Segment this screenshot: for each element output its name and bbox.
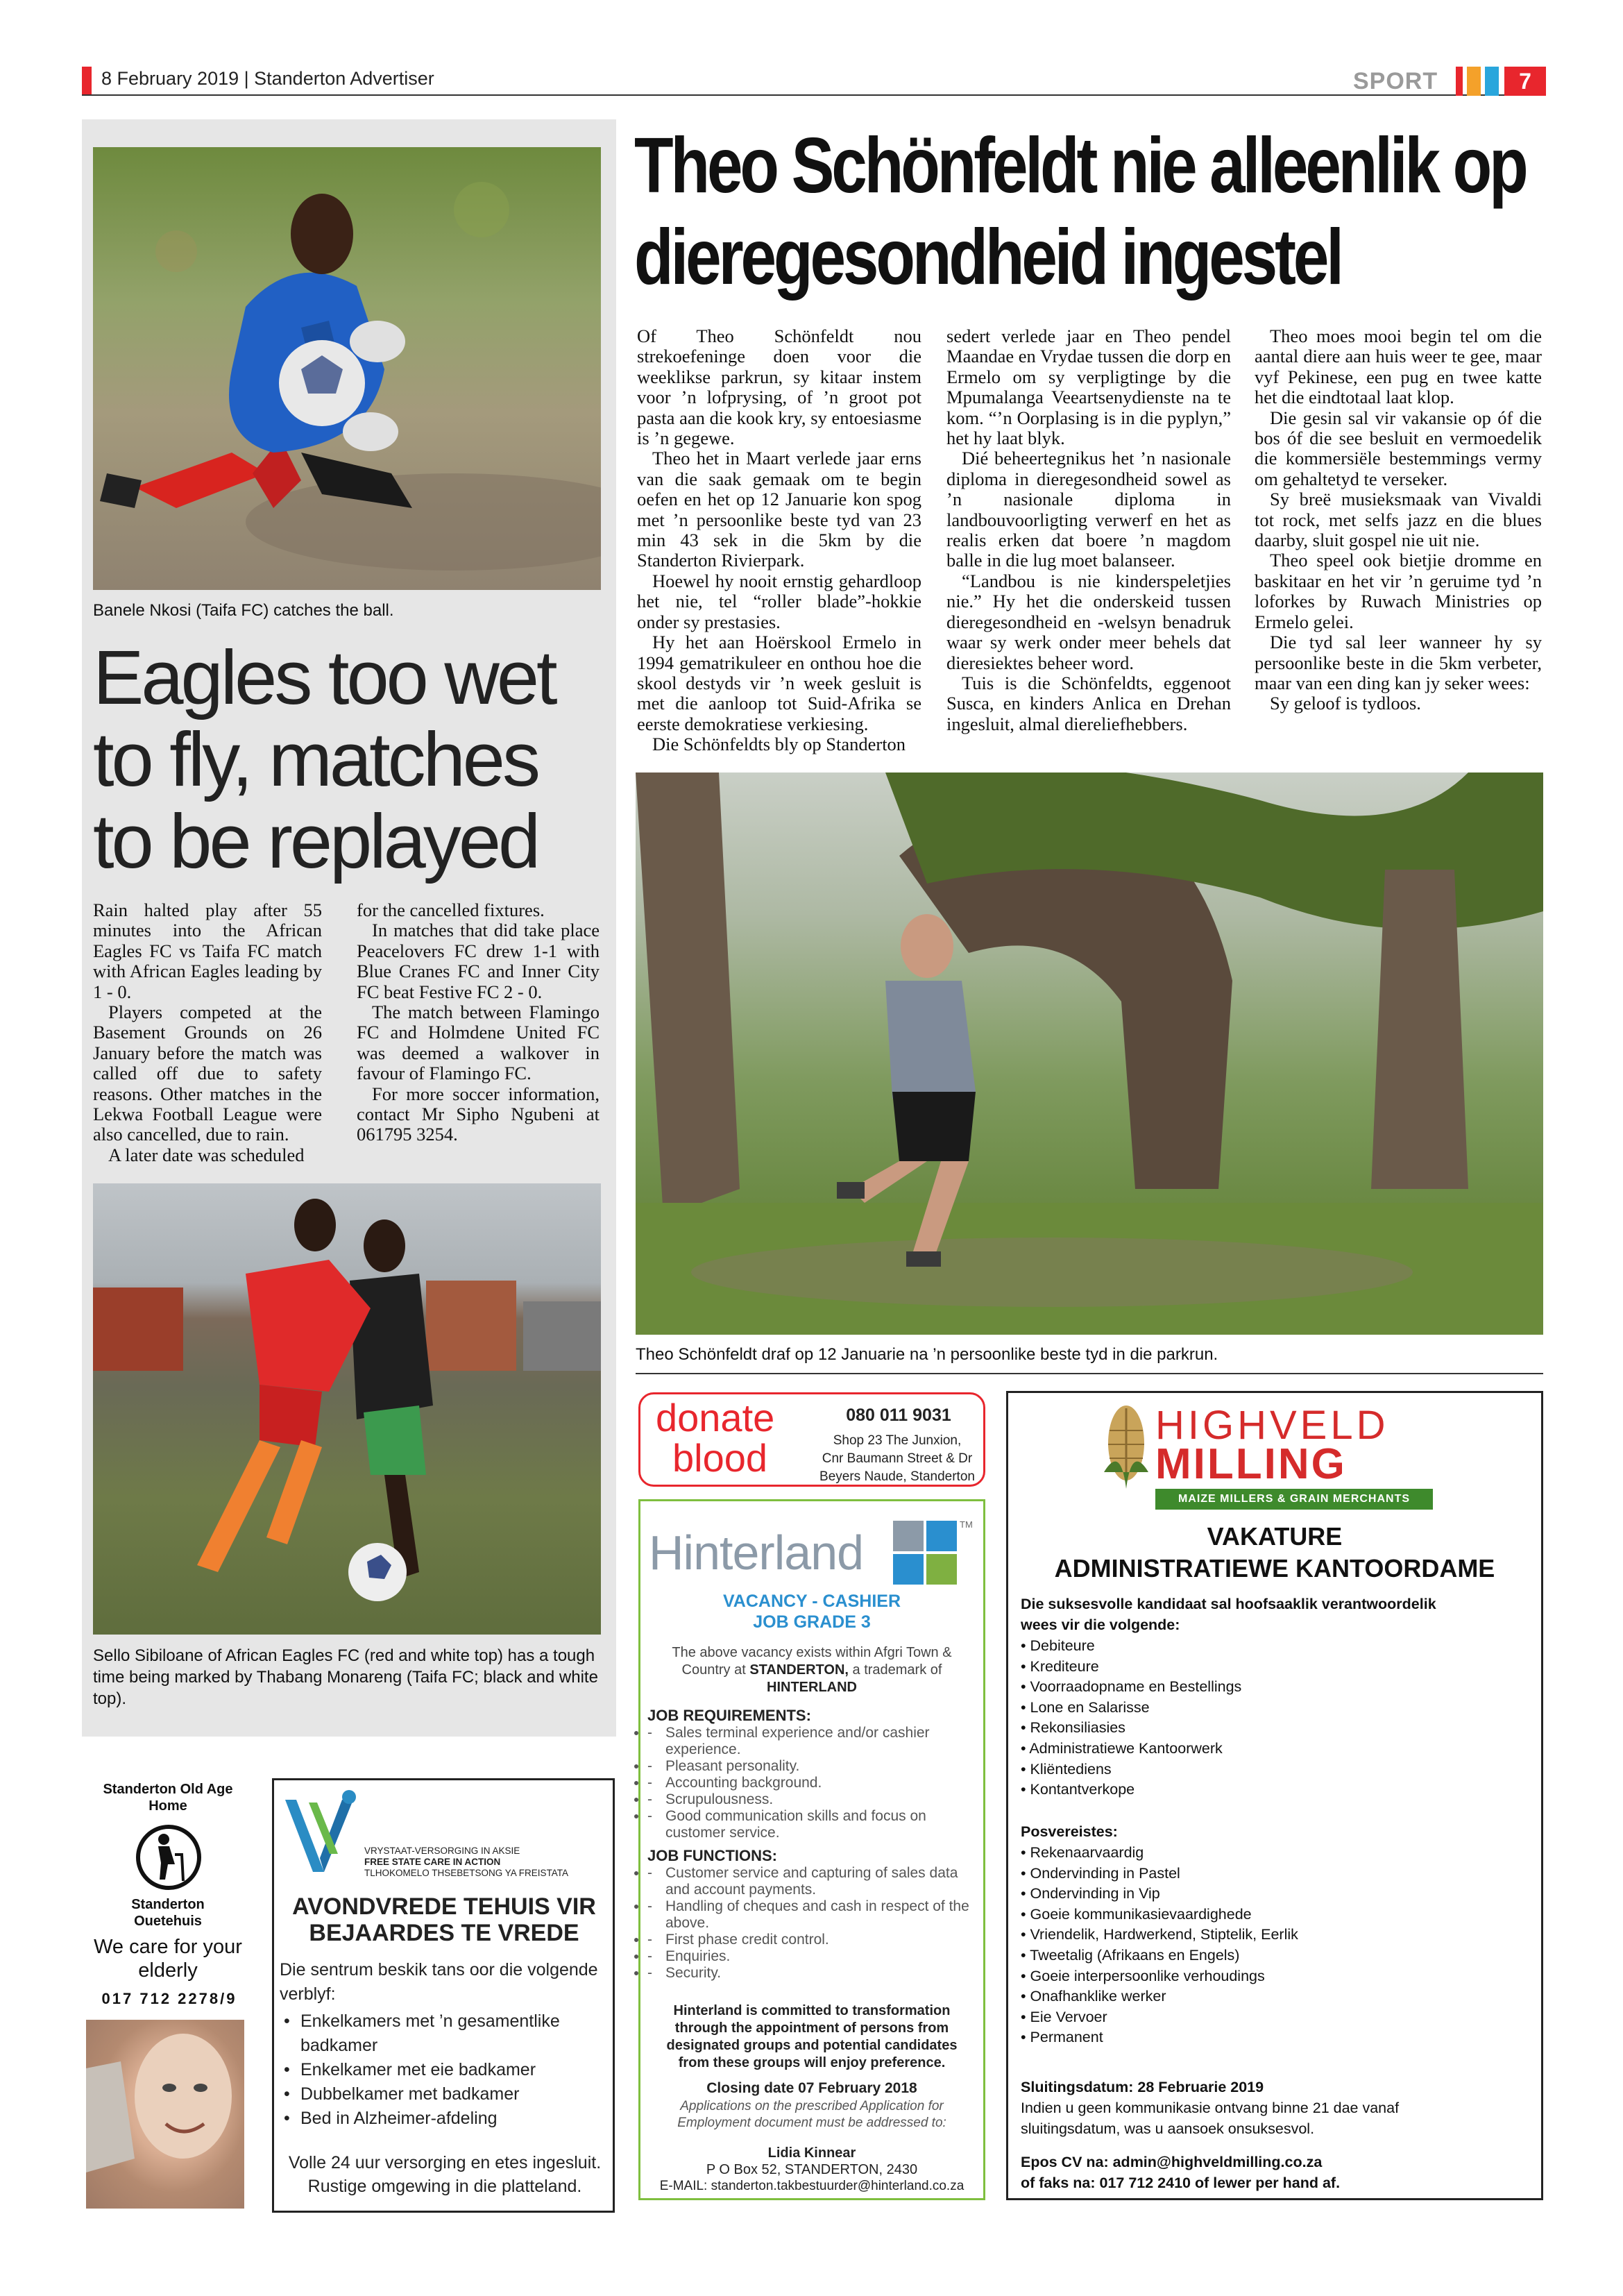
elderly-face: [86, 2020, 244, 2209]
highveld-duty-6-text: Administratiewe Kantoorwerk: [1029, 1739, 1223, 1757]
main-col3-p3: Sy breë musieksmaak van Vivaldi tot rock, met selfs jazz en die blues daarby, sluit gospel nie uit nie.: [1255, 489, 1542, 551]
header-accent-bar: [82, 67, 92, 94]
highveld-req-2-text: Ondervinding in Pastel: [1030, 1864, 1180, 1882]
vrystaat-item-1-text: Enkelkamers met ’n gesamentlike badkamer: [300, 2011, 560, 2055]
hinterland-intro2-bold: STANDERTON,: [749, 1662, 849, 1678]
vrystaat-item-2: • Enkelkamer met eie badkamer: [284, 2060, 536, 2079]
highveld-req-1-text: Rekenaarvaardig: [1030, 1844, 1144, 1861]
eagles-col2-p2: In matches that did take place Peacelovers FC drew 1-1 with Blue Cranes FC and Inner City FC beat Festive FC 2 - 0.: [357, 920, 600, 1002]
soccer-photo: [93, 1183, 601, 1635]
hinterland-intro3: HINTERLAND: [767, 1680, 857, 1695]
hinterland-logo-icon: [893, 1521, 957, 1585]
runner-illustration: [636, 773, 1543, 1335]
highveld-duty-5: • Rekonsiliasies: [1021, 1719, 1125, 1737]
highveld-req-9: • Eie Vervoer: [1021, 2008, 1107, 2025]
hinterland-brand: Hinterland: [649, 1526, 864, 1580]
hinterland-contact-email: E-MAIL: standerton.takbestuurder@hinterland.co.za: [659, 2179, 965, 2193]
blood-address2: Cnr Baumann Street & Dr: [822, 1451, 973, 1466]
runner-photo: [636, 773, 1543, 1335]
header-date: 8 February 2019 | Standerton Advertiser: [101, 68, 434, 89]
hinterland-func-2: - • Handling of cheques and cash in respect of the above.: [647, 1898, 974, 1932]
highveld-duties: [1021, 1636, 1506, 1800]
blood-word2: blood: [672, 1436, 768, 1480]
hinterland-contact-box: P O Box 52, STANDERTON, 2430: [706, 2162, 918, 2177]
highveld-req-9-text: Eie Vervoer: [1030, 2008, 1107, 2025]
page-number: [1504, 67, 1546, 96]
highveld-req-6: • Tweetalig (Afrikaans en Engels): [1021, 1946, 1240, 1964]
highveld-req-2: • Ondervinding in Pastel: [1021, 1864, 1180, 1882]
highveld-duty-1-text: Debiteure: [1030, 1637, 1095, 1654]
vrystaat-title: AVONDVREDE TEHUIS VIR BEJAARDES TE VREDE: [292, 1893, 596, 1946]
highveld-duty-8-text: Kontantverkope: [1030, 1781, 1135, 1798]
ad-donate-blood: [638, 1392, 985, 1487]
main-col3-p5: Die tyd sal leer wanneer hy sy persoonlike beste in die 5km verbeter, maar van een ding kan jy seker wees:: [1255, 632, 1542, 693]
highveld-duty-4-text: Lone en Salarisse: [1030, 1698, 1150, 1716]
hinterland-func-1: - • Customer service and capturing of sales data and account payments.: [647, 1865, 974, 1898]
blood-phone: 080 011 9031: [846, 1406, 951, 1425]
eagles-col2-p3: The match between Flamingo FC and Holmdene United FC was deemed a walkover in favour of Flamingo FC.: [357, 1002, 600, 1084]
main-headline: Theo Schönfeldt nie alleenlik op dieregesondheid ingestel: [634, 121, 1526, 301]
hinterland-func-5: - • Security.: [647, 1965, 974, 1982]
eagles-col1-p2: Players competed at the Basement Grounds on 26 January before the match was called off due to safety reasons. Other matches in the Lekwa Football League were also cancelled, due to rain.: [93, 1002, 322, 1145]
hinterland-intro2-pre: Country at: [681, 1662, 750, 1678]
vrystaat-item-3: • Dubbelkamer met badkamer: [284, 2084, 520, 2104]
goalkeeper-photo: [93, 147, 601, 590]
section-label: SPORT: [1353, 68, 1438, 94]
hinterland-contact-name: Lidia Kinnear: [767, 2145, 856, 2161]
hinterland-intro2-post: a trademark of: [848, 1662, 942, 1678]
highveld-req-3: • Ondervinding in Vip: [1021, 1885, 1160, 1902]
vrystaat-item-4: • Bed in Alzheimer-afdeling: [284, 2109, 498, 2128]
blood-address1: Shop 23 The Junxion,: [833, 1433, 962, 1448]
main-col2-p3: “Landbou is nie kinderspeletjies nie.” Hy het die onderskeid tussen dieregesondheid en -welsyn benadruk waar sy werk onder meer behels dat dieresiektes beheer word.: [946, 570, 1231, 673]
highveld-req-7: • Goeie interpersoonlike verhoudings: [1021, 1967, 1265, 1984]
eagles-col1-p3: A later date was scheduled: [108, 1144, 305, 1165]
elderly-icon: [132, 1824, 205, 1891]
highveld-title2: ADMINISTRATIEWE KANTOORDAME: [1054, 1554, 1495, 1582]
section-bar-blue: [1485, 67, 1499, 96]
highveld-duty-1: • Debiteure: [1021, 1637, 1095, 1654]
highveld-epos1: Epos CV na: admin@highveldmilling.co.za: [1021, 2154, 1323, 2170]
highveld-duty-5-text: Rekonsiliasies: [1030, 1719, 1125, 1737]
highveld-duty-6: • Administratiewe Kantoorwerk: [1021, 1739, 1223, 1757]
old-age-tagline: We care for your elderly: [94, 1936, 242, 1982]
highveld-requirements: [1021, 1843, 1506, 2048]
main-col2-p2: Dié beheertegnikus het ’n nasionale diploma in dieregesondheid sowel as ’n nasionale diploma in landbouvoorligting verwerf en het as realis erken dat boere ’n magdom balle in die lug moet balanseer.: [946, 448, 1231, 571]
highveld-epos2: of faks na: 017 712 2410 of lewer per hand af.: [1021, 2175, 1341, 2191]
vrystaat-logo-icon: [281, 1789, 364, 1879]
goalkeeper-illustration: [93, 147, 601, 590]
goalkeeper-caption: Banele Nkosi (Taifa FC) catches the ball.: [93, 601, 394, 620]
eagles-col2: [357, 900, 600, 1145]
vrystaat-footer: Volle 24 uur versorging en etes ingesluit. Rustige omgewing in die platteland.: [288, 2153, 602, 2196]
main-col1-p2: Theo het in Maart verlede jaar erns van die saak gemaak om te begin oefen en het op 12 Januarie kon spog met ’n persoonlike beste tyd van 23 min 43 sek in die 5km by die Standerton Rivierpark.: [637, 448, 921, 571]
highveld-duty-8: • Kontantverkope: [1021, 1781, 1135, 1798]
highveld-tagline-text: MAIZE MILLERS & GRAIN MERCHANTS: [1178, 1493, 1411, 1505]
eagles-col1: [93, 900, 322, 1165]
hinterland-req-3: - • Accounting background.: [647, 1775, 974, 1791]
eagles-col1-p1: Rain halted play after 55 minutes into the African Eagles FC vs Taifa FC match with African Eagles leading by 1 - 0.: [93, 900, 322, 1002]
hinterland-func-title: JOB FUNCTIONS:: [647, 1847, 777, 1864]
eagles-headline: Eagles too wet to fly, matches to be replayed: [93, 635, 555, 884]
vrystaat-item-1: • Enkelkamers met ’n gesamentlike badkamer: [284, 2011, 560, 2055]
hinterland-intro2: [640, 1662, 983, 1679]
maize-icon: [1100, 1403, 1153, 1493]
hinterland-vacancy: VACANCY - CASHIER: [722, 1592, 901, 1611]
runner-caption: Theo Schönfeldt draf op 12 Januarie na ’n persoonlike beste tyd in die parkrun.: [636, 1345, 1218, 1364]
header-rule: [82, 94, 1546, 96]
soccer-caption: Sello Sibiloane of African Eagles FC (red and white top) has a tough time being marked by Thabang Monareng (Taifa FC; black and white top).: [93, 1646, 598, 1708]
hinterland-functions: [647, 1865, 974, 1982]
vrystaat-org2: FREE STATE CARE IN ACTION: [364, 1857, 501, 1867]
main-col1-p5: Die Schönfeldts bly op Standerton: [652, 734, 906, 755]
vrystaat-intro: Die sentrum beskik tans oor die volgende verblyf:: [280, 1960, 598, 2004]
highveld-req-8: • Onafhanklike werker: [1021, 1988, 1166, 2005]
main-col1-p4: Hy het aan Hoërskool Ermelo in 1994 gematrikuleer en onthou hoe die skool destyds vir ’n week gesluit is met die aanloop tot Suid-Afrika se eerste demokratiese verkiesing.: [637, 632, 921, 734]
main-col1: [637, 326, 921, 755]
page-number-text: 7: [1519, 69, 1531, 94]
hinterland-commit: Hinterland is committed to transformation through the appointment of persons from designated groups and potential candidates from these groups will enjoy preference.: [666, 2003, 958, 2070]
caption-rule: [636, 1373, 1543, 1374]
hinterland-intro1: The above vacancy exists within Afgri Town &: [672, 1645, 952, 1660]
ad-highveld: [1006, 1391, 1543, 2200]
highveld-duty-3: • Voorraadopname en Bestellings: [1021, 1678, 1242, 1696]
main-col2: [946, 326, 1231, 734]
main-col2-p4: Tuis is die Schönfeldts, eggenoot Susca, en kinders Anlica en Drehan ingesluit, almal diereliefhebbers.: [946, 672, 1231, 734]
highveld-req-1: • Rekenaarvaardig: [1021, 1844, 1144, 1861]
blood-word1: donate: [656, 1396, 775, 1440]
highveld-duty-4: • Lone en Salarisse: [1021, 1698, 1150, 1716]
section-bar-orange: [1467, 67, 1481, 96]
old-age-title: Standerton Old Age Home: [103, 1782, 233, 1814]
hinterland-req-2: - • Pleasant personality.: [647, 1758, 974, 1775]
highveld-req-7-text: Goeie interpersoonlike verhoudings: [1030, 1967, 1265, 1984]
ad-vrystaat: [272, 1778, 615, 2213]
highveld-req-5-text: Vriendelik, Hardwerkend, Stiptelik, Eerlik: [1030, 1926, 1298, 1943]
highveld-req-8-text: Onafhanklike werker: [1030, 1988, 1166, 2005]
hinterland-tm: TM: [960, 1519, 973, 1530]
highveld-duty-3-text: Voorraadopname en Bestellings: [1030, 1678, 1242, 1696]
highveld-duty-2: • Krediteure: [1021, 1657, 1099, 1675]
main-col3-p4: Theo speel ook bietjie dromme en baskitaar en het vir ’n geruime tyd ’n loforkes by Ruwach Ministries op Ermelo gelei.: [1255, 550, 1542, 632]
hinterland-func-4: - • Enquiries.: [647, 1948, 974, 1965]
vrystaat-item-4-text: Bed in Alzheimer-afdeling: [300, 2109, 498, 2128]
hinterland-applications: Applications on the prescribed Application for Employment document must be addressed to:: [677, 2099, 946, 2130]
old-age-phone: 017 712 2278/9: [101, 1990, 237, 2007]
section-bar-red: [1456, 67, 1463, 96]
hinterland-req-5: - • Good communication skills and focus on customer service.: [647, 1808, 974, 1841]
hinterland-req-4: - • Scrupulousness.: [647, 1791, 974, 1808]
highveld-tagline: [1155, 1489, 1433, 1510]
highveld-req-10: • Permanent: [1021, 2029, 1103, 2046]
highveld-req-title: Posvereistes:: [1021, 1823, 1118, 1840]
ad-hinterland: [638, 1499, 985, 2200]
main-col3: [1255, 326, 1542, 714]
highveld-brand2: MILLING: [1155, 1440, 1347, 1488]
vrystaat-org1: VRYSTAAT-VERSORGING IN AKSIE: [364, 1846, 520, 1856]
main-col2-p1: sedert verlede jaar en Theo pendel Maandae en Vrydae tussen die dorp en Ermelo om sy verpligtinge by die Mpumalanga Veeartsenydienste na te kom. “’n Oorplasing is in die pyplyn,” het hy laat blyk.: [946, 326, 1231, 449]
main-col3-p6: Sy geloof is tydloos.: [1270, 693, 1421, 714]
main-col1-p1: Of Theo Schönfeldt nou strekoefeninge doen voor die weeklikse parkrun, sy kitaar instem voor ’n lofprysing, of ’n groot pot pasta aan die kook kry, sy entoesiasme is ’n gegewe.: [637, 326, 921, 449]
main-col3-p1: Theo moes mooi begin tel om die aantal diere aan huis weer te gee, maar vyf Pekinese, een pug en twee katte het die eindtotaal laat klop.: [1255, 326, 1542, 408]
hinterland-req-1: - • Sales terminal experience and/or cashier experience.: [647, 1725, 974, 1758]
highveld-duty-7-text: Kliëntediens: [1030, 1760, 1112, 1778]
eagles-col2-p1: for the cancelled fixtures.: [357, 900, 545, 920]
hinterland-req-title: JOB REQUIREMENTS:: [647, 1707, 811, 1724]
hinterland-closing: Closing date 07 February 2018: [706, 2080, 917, 2096]
hinterland-func-3: - • First phase credit control.: [647, 1932, 974, 1948]
vrystaat-item-3-text: Dubbelkamer met badkamer: [300, 2084, 520, 2104]
highveld-duty-2-text: Krediteure: [1030, 1657, 1099, 1675]
highveld-brand1: HIGHVELD: [1155, 1403, 1389, 1448]
highveld-intro: Die suksesvolle kandidaat sal hoofsaaklik verantwoordelik wees vir die volgende:: [1021, 1596, 1436, 1633]
highveld-req-4-text: Goeie kommunikasievaardighede: [1030, 1905, 1252, 1923]
highveld-req-5: • Vriendelik, Hardwerkend, Stiptelik, Eerlik: [1021, 1926, 1298, 1943]
ad-old-age-home: [86, 1777, 250, 2209]
highveld-req-6-text: Tweetalig (Afrikaans en Engels): [1030, 1946, 1240, 1964]
highveld-closing-note: Indien u geen kommunikasie ontvang binne 21 dae vanaf sluitingsdatum, was u aansoek onsuksesvol.: [1021, 2100, 1400, 2137]
vrystaat-list: [280, 2009, 606, 2131]
highveld-req-10-text: Permanent: [1030, 2029, 1103, 2046]
vrystaat-org3: TLHOKOMELO THSEBETSONG YA FREISTATA: [364, 1868, 569, 1878]
elderly-photo: [86, 2020, 244, 2209]
highveld-title1: VAKATURE: [1207, 1522, 1343, 1551]
main-col1-p3: Hoewel hy nooit ernstig gehardloop het nie, tel “roller blade”-hokkie onder sy prestasies.: [637, 570, 921, 632]
hinterland-requirements: [647, 1725, 974, 1841]
eagles-col2-p4: For more soccer information, contact Mr Sipho Ngubeni at 061795 3254.: [357, 1083, 600, 1145]
vrystaat-item-2-text: Enkelkamer met eie badkamer: [300, 2060, 536, 2079]
soccer-illustration: [93, 1183, 601, 1635]
highveld-req-3-text: Ondervinding in Vip: [1030, 1885, 1160, 1902]
old-age-afrikaans: Standerton Ouetehuis: [131, 1897, 205, 1929]
blood-address3: Beyers Naude, Standerton: [819, 1469, 975, 1484]
main-col3-p2: Die gesin sal vir vakansie op óf die bos óf die see besluit en vermoedelik die kommersiële bestemmings vermy om gehaltetyd te verseker.: [1255, 407, 1542, 489]
highveld-closing: Sluitingsdatum: 28 Februarie 2019: [1021, 2079, 1264, 2095]
highveld-duty-7: • Kliëntediens: [1021, 1760, 1112, 1778]
hinterland-grade: JOB GRADE 3: [753, 1612, 871, 1632]
highveld-req-4: • Goeie kommunikasievaardighede: [1021, 1905, 1252, 1923]
